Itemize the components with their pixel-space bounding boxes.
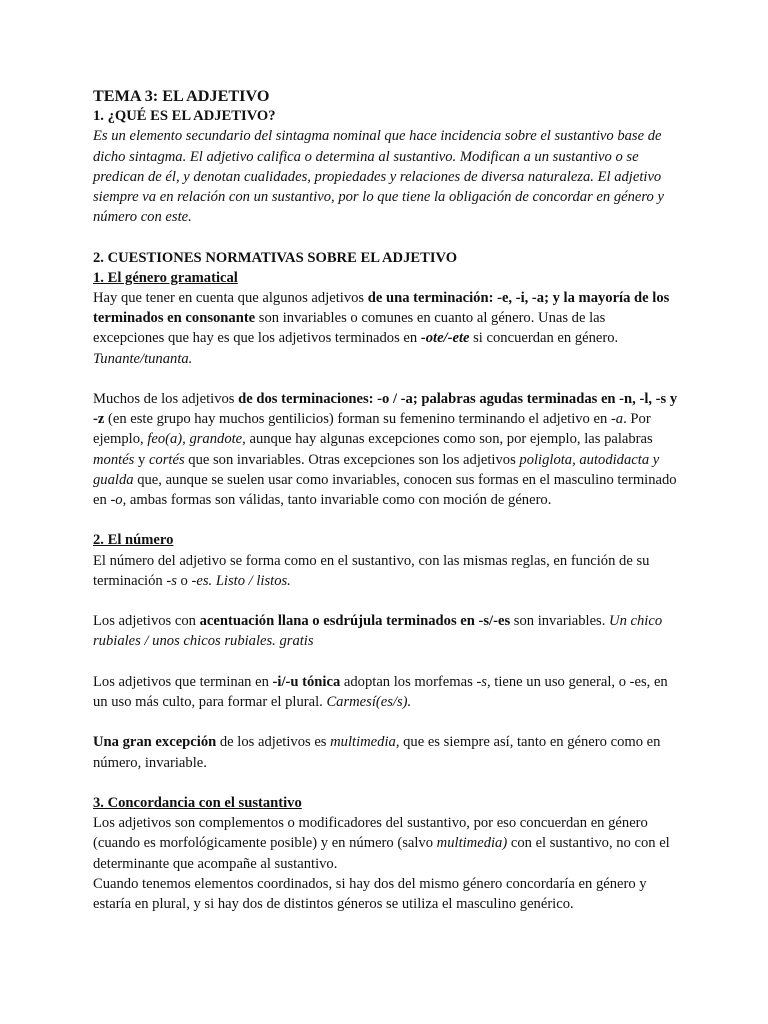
text-run: son invariables o comunes en cuanto al género. Unas de las excepciones que hay es que los adjetivos terminados en xyxy=(93,310,606,347)
text-run: con el sustantivo, no con el determinante que acompañe al sustantivo. xyxy=(93,835,670,872)
text-run: o xyxy=(176,572,192,589)
text-run: y xyxy=(134,451,149,468)
text-run-italic: Un chico rubiales / unos chicos rubiales. gratis xyxy=(93,613,663,650)
text-run-italic: -es. Listo / listos. xyxy=(191,572,291,589)
text-run-italic: -a xyxy=(610,411,624,428)
text-run-italic: Tunante/tunanta. xyxy=(93,350,193,367)
text-run-italic: poliglota, autodidacta y gualda xyxy=(93,451,660,488)
text-run-italic: feo(a), grandote, xyxy=(147,431,246,448)
text-run-bold: -i/-u tónica xyxy=(272,673,341,690)
text-run-italic: cortés xyxy=(148,451,185,468)
text-run-italic: multimedia xyxy=(330,734,396,751)
section-2-heading: 2. CUESTIONES NORMATIVAS SOBRE EL ADJETIVO xyxy=(93,249,458,266)
text-run-bold: de dos terminaciones: -o / -a; palabras agudas terminadas en -n, -l, -s y -z xyxy=(93,391,678,428)
text-run: de los adjetivos es xyxy=(216,734,331,751)
text-run-bold: Una gran excepción xyxy=(93,734,217,751)
text-run-bold: de una terminación: -e, -i, -a; y la mayoría de los terminados en consonante xyxy=(93,290,670,327)
text-run: Los adjetivos que terminan en xyxy=(93,673,273,690)
spacer xyxy=(93,510,680,530)
text-run: Los adjetivos son complementos o modificadores del sustantivo, por eso concuerdan en género (cuando es morfológicamente posible) y en número (salvo xyxy=(93,815,648,852)
text-run: . Por ejemplo, xyxy=(93,411,651,448)
text-run: que son invariables. Otras excepciones son los adjetivos xyxy=(184,451,520,468)
text-run: , ambas formas son válidas, tanto invariable como con moción de género. xyxy=(122,492,552,509)
text-run: si concuerdan en género. xyxy=(469,330,619,347)
text-run: Hay que tener en cuenta que algunos adjetivos xyxy=(93,290,368,307)
concordancia-paragraph-1 xyxy=(93,813,680,874)
text-run-italic: -o xyxy=(110,492,123,509)
genero-paragraph-2 xyxy=(93,389,680,510)
subsection-numero-heading: 2. El número xyxy=(93,532,174,549)
numero-paragraph-1 xyxy=(93,551,680,591)
spacer xyxy=(93,773,680,793)
text-run: aunque hay algunas excepciones como son, por ejemplo, las palabras xyxy=(245,431,653,448)
numero-paragraph-4 xyxy=(93,732,680,772)
subsection-genero-heading: 1. El género gramatical xyxy=(93,269,238,286)
numero-paragraph-3 xyxy=(93,672,680,712)
text-run: que, aunque se suelen usar como invariables, conocen sus formas en el masculino terminado en xyxy=(93,471,677,509)
text-run: adoptan los morfemas xyxy=(340,673,477,690)
text-run: (en este grupo hay muchos gentilicios) forman su femenino terminando el adjetivo en xyxy=(104,411,611,428)
spacer xyxy=(93,591,680,611)
section-1-heading: 1. ¿QUÉ ES EL ADJETIVO? xyxy=(93,108,276,125)
text-run: , tiene un uso general, o -es, en un uso más culto, para formar el plural. xyxy=(93,673,668,711)
text-run: Muchos de los adjetivos xyxy=(93,391,239,408)
text-run-italic: Carmesí(es/s). xyxy=(326,694,412,711)
genero-paragraph-1 xyxy=(93,288,680,369)
text-run-bold-italic: -ote/-ete xyxy=(420,330,470,347)
spacer xyxy=(93,227,680,247)
text-run: , que es siempre así, tanto en género como en número, invariable. xyxy=(93,734,661,771)
concordancia-paragraph-2: Cuando tenemos elementos coordinados, si hay dos del mismo género concordaría en género y estaría en plural, y si hay dos de distintos géneros se utiliza el masculino genérico. xyxy=(93,875,647,913)
text-run-bold: acentuación llana o esdrújula terminados en -s/-es xyxy=(199,613,511,630)
text-run-italic: -s xyxy=(166,572,177,589)
text-run-italic: -s xyxy=(476,673,487,690)
text-run-italic: multimedia) xyxy=(436,835,508,852)
text-run: Los adjetivos con xyxy=(93,613,200,630)
spacer xyxy=(93,369,680,389)
text-run: El número del adjetivo se forma como en el sustantivo, con las mismas reglas, en función de su terminación xyxy=(93,552,650,589)
text-run-italic: montés xyxy=(93,451,135,468)
numero-paragraph-2 xyxy=(93,611,680,651)
document-title: TEMA 3: EL ADJETIVO xyxy=(93,87,270,105)
spacer xyxy=(93,652,680,672)
subsection-concordancia-heading: 3. Concordancia con el sustantivo xyxy=(93,795,302,811)
text-run: son invariables. xyxy=(510,613,610,630)
spacer xyxy=(93,712,680,732)
adjective-definition: Es un elemento secundario del sintagma nominal que hace incidencia sobre el sustantivo base de dicho sintagma. El adjetivo califica o determina al sustantivo. Modifican a un sustantivo o se predican de él, y denotan cualidades, propiedades y relaciones de diversa naturaleza. El adjetivo siempre va en relación con un sustantivo, por lo que tiene la obligación de concordar en género y número con este. xyxy=(93,128,664,226)
